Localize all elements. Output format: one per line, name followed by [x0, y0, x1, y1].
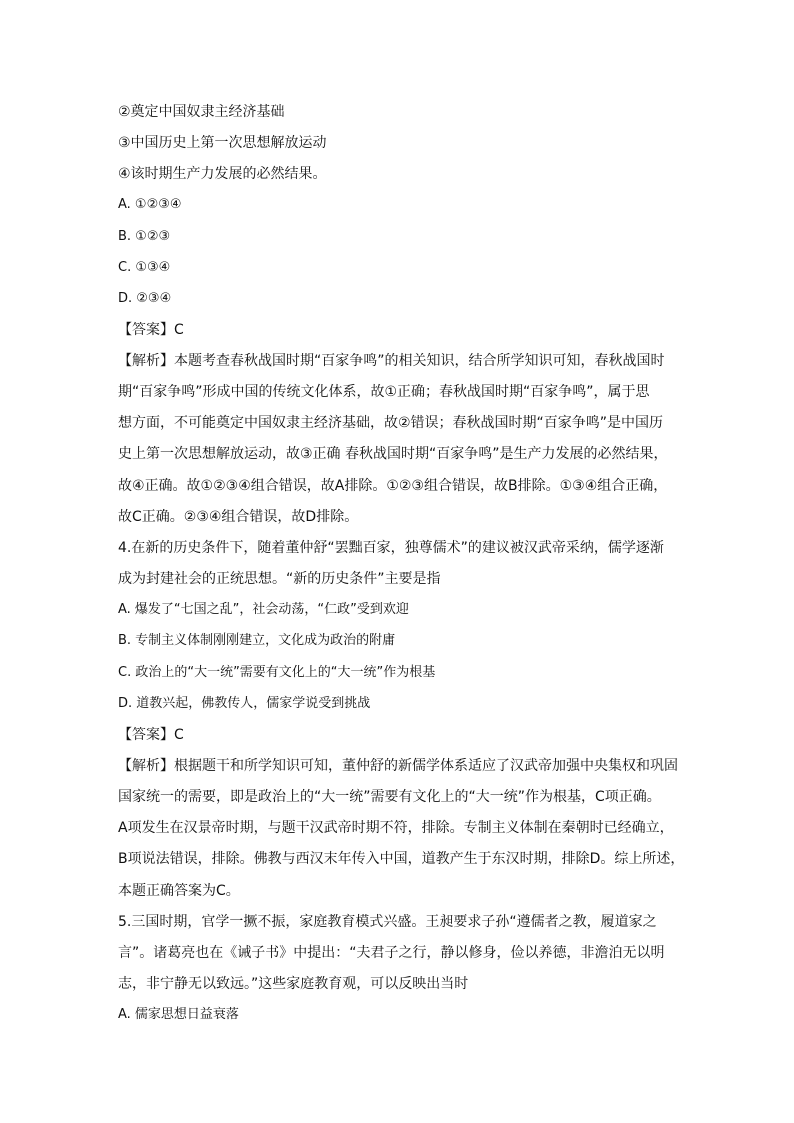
- statement-2: ②奠定中国奴隶主经济基础: [118, 104, 285, 120]
- q3-answer: 【答案】C: [118, 322, 184, 338]
- statement-3: ③中国历史上第一次思想解放运动: [118, 135, 327, 151]
- q3-analysis-line-4: 史上第一次思想解放运动，故③正确 春秋战国时期“百家争鸣”是生产力发展的必然结果，: [118, 446, 668, 462]
- q3-analysis-line-6: 故C正确。②③④组合错误，故D排除。: [118, 509, 359, 525]
- q4-analysis-line-5: 本题正确答案为C。: [118, 883, 240, 899]
- q3-option-b: B. ①②③: [118, 229, 171, 244]
- q5-stem-line-1: 5.三国时期，官学一撅不振，家庭教育模式兴盛。王昶要求子孙“遵儒者之教，履道家之: [118, 914, 657, 930]
- q4-option-c: C. 政治上的“大一统”需要有文化上的“大一统”作为根基: [118, 665, 436, 680]
- q3-option-a: A. ①②③④: [118, 197, 182, 212]
- q4-analysis-line-3: A项发生在汉景帝时期，与题干汉武帝时期不符，排除。专制主义体制在秦朝时已经确立，: [118, 820, 674, 836]
- q4-analysis-line-1: 【解析】根据题干和所学知识可知，董仲舒的新儒学体系适应了汉武帝加强中央集权和巩固: [118, 758, 678, 774]
- q5-option-a: A. 儒家思想日益衰落: [118, 1007, 239, 1022]
- q4-stem-line-2: 成为封建社会的正统思想。“新的历史条件”主要是指: [118, 571, 441, 587]
- q3-analysis-line-5: 故④正确。故①②③④组合错误，故A排除。①②③组合错误，故B排除。①③④组合正确，: [118, 478, 668, 494]
- q3-option-c: C. ①③④: [118, 260, 171, 275]
- q3-option-d: D. ②③④: [118, 291, 172, 306]
- q4-option-b: B. 专制主义体制刚刚建立，文化成为政治的附庸: [118, 633, 396, 648]
- q4-answer: 【答案】C: [118, 727, 184, 743]
- q5-stem-line-3: 志，非宁静无以致远。”这些家庭教育观，可以反映出当时: [118, 976, 469, 992]
- q5-stem-line-2: 言”。诸葛亮也在《诫子书》中提出：“夫君子之行，静以修身，俭以养德，非澹泊无以明: [118, 945, 665, 961]
- q3-analysis-line-2: 期“百家争鸣”形成中国的传统文化体系，故①正确；春秋战国时期“百家争鸣”，属于思: [118, 384, 650, 400]
- q4-analysis-line-2: 国家统一的需要，即是政治上的“大一统”需要有文化上的“大一统”作为根基，C项正确。: [118, 789, 661, 805]
- q3-analysis-line-1: 【解析】本题考查春秋战国时期“百家争鸣”的相关知识，结合所学知识可知，春秋战国时: [118, 353, 665, 369]
- q4-option-a: A. 爆发了“七国之乱”，社会动荡，“仁政”受到欢迎: [118, 602, 409, 617]
- q3-analysis-line-3: 想方面，不可能奠定中国奴隶主经济基础，故②错误；春秋战国时期“百家争鸣”是中国历: [118, 415, 664, 431]
- q4-option-d: D. 道教兴起，佛教传人，儒家学说受到挑战: [118, 696, 371, 711]
- q4-stem-line-1: 4.在新的历史条件下，随着董仲舒“罢黜百家，独尊儒术”的建议被汉武帝采纳，儒学逐渐: [118, 540, 664, 556]
- statement-4: ④该时期生产力发展的必然结果。: [118, 166, 327, 182]
- q4-analysis-line-4: B项说法错误，排除。佛教与西汉末年传入中国，道教产生于东汉时期，排除D。综上所述，: [118, 851, 685, 867]
